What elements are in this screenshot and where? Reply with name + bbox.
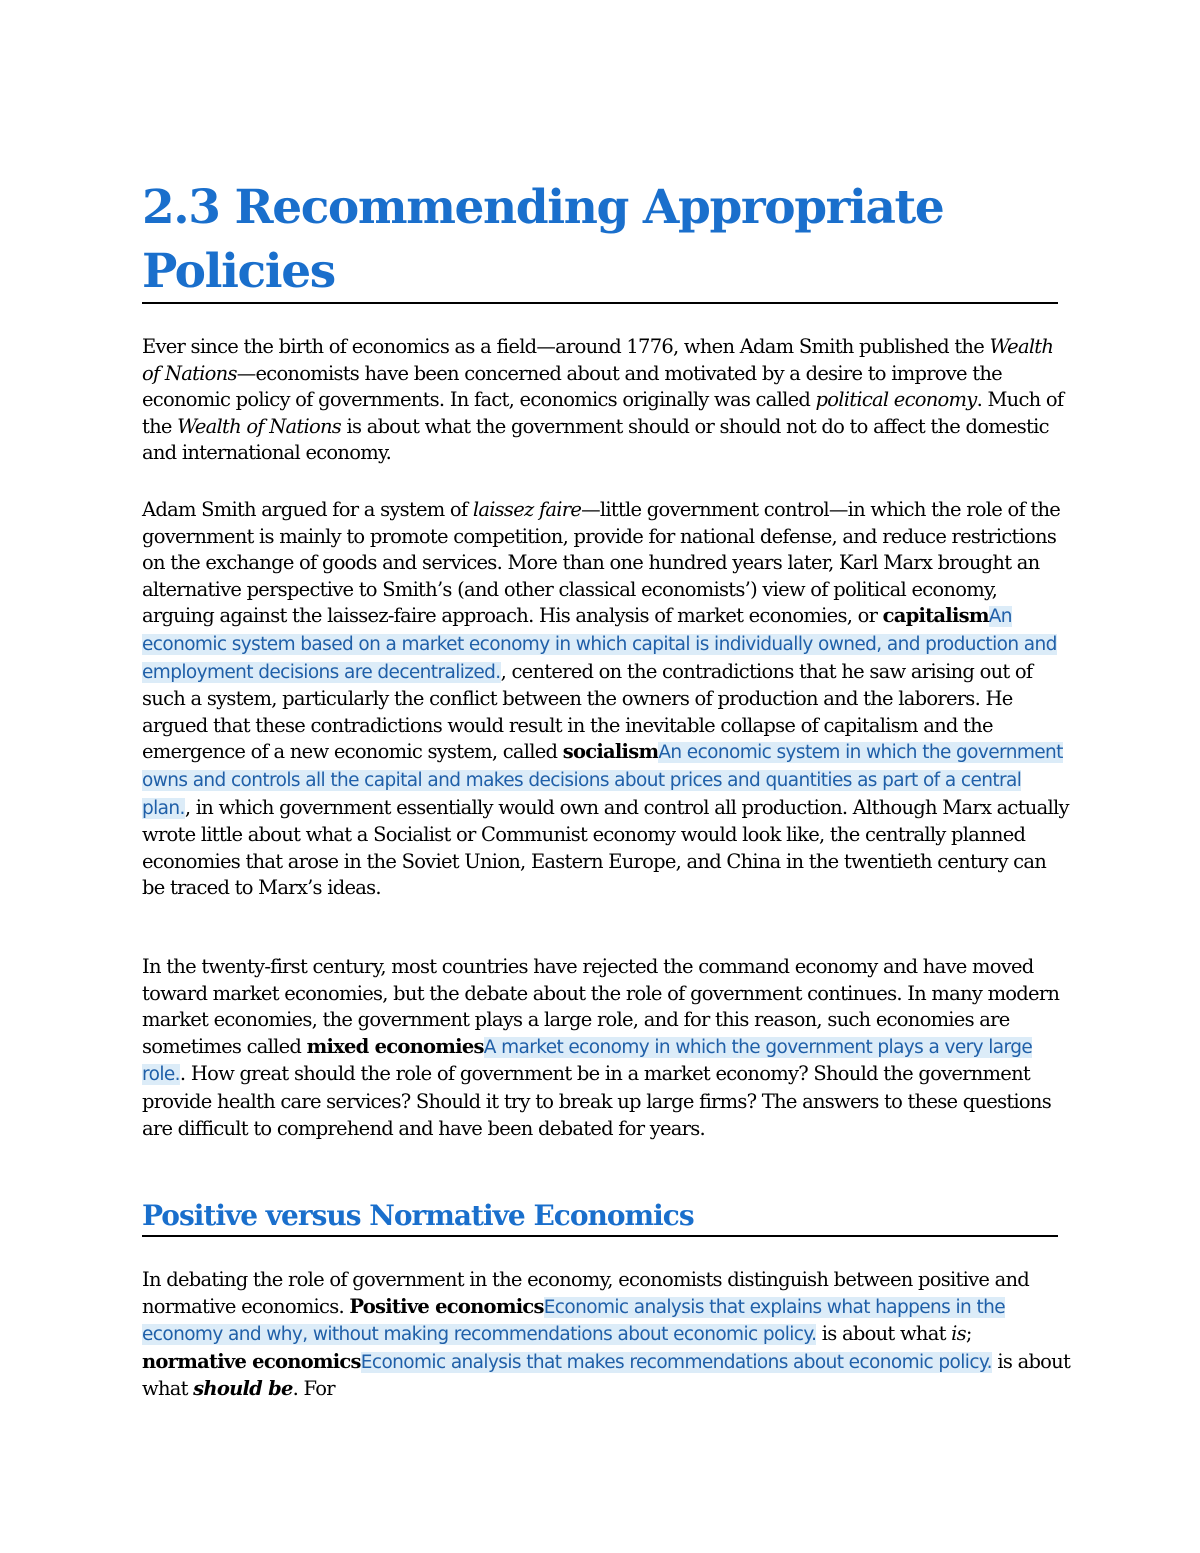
glossary-definition-normative-economics: Economic analysis that makes recommendations about economic policy. <box>360 1351 992 1373</box>
book-title-wealth-of-nations: Wealth of Nations <box>177 414 342 438</box>
glossary-definition-mixed-economies: A market economy in which the government plays a very large role. <box>142 1036 1033 1086</box>
text-run: . How great should the role of government be in a market economy? Should the government provide health care services? Should it try to break up large firms? The answers to these questions are difficult to comprehend and have been debated for years. <box>142 1062 1051 1140</box>
text-run: , in which government essentially would own and control all production. Although Marx actually wrote little about what a Socialist or Communist economy would look like, the centrally planned economies that arose in the Soviet Union, Eastern Europe, and China in the twentieth century can be traced to Marx’s ideas. <box>142 795 1069 900</box>
paragraph-smith-marx <box>142 497 1072 902</box>
text-run: In debating the role of government in the economy, economists distinguish between positive and normative economics. <box>142 1268 1029 1318</box>
text-run: is about what <box>816 1322 952 1346</box>
emphasis-should-be: should be <box>193 1377 293 1401</box>
text-run: ; <box>965 1322 972 1346</box>
page-title: 2.3 Recommending Appropriate Policies <box>142 180 944 299</box>
text-run: . Much of the <box>142 388 1064 438</box>
paragraph-intro <box>142 334 1072 467</box>
emphasis-is: is <box>951 1322 966 1346</box>
text-run: —little government control—in which the role of the government is mainly to promote competition, provide for national defense, and reduce restrictions on the exchange of goods and services. More than one hundred years later, Karl Marx brought an alternative perspective to Smith’s (and other classical economists’) view of political economy, arguing against the laissez-faire approach. His analysis of market economies, or <box>142 498 1061 628</box>
glossary-term-positive-economics[interactable]: Positive economics <box>349 1294 544 1318</box>
text-run: . For <box>292 1377 335 1401</box>
text-run: In the twenty-first century, most countries have rejected the command economy and have moved toward market economies, but the debate about the role of government continues. In many modern market economies, the government plays a large role, and for this reason, such economies are sometimes called <box>142 955 1060 1058</box>
glossary-definition-positive-economics: Economic analysis that explains what happens in the economy and why, without making recommendations about economic policy. <box>142 1296 1006 1346</box>
section-divider <box>142 1235 1058 1237</box>
glossary-definition-capitalism: An economic system based on a market economy in which capital is individually owned, and production and employment decisions are decentralized. <box>142 606 1057 683</box>
term-political-economy: political economy <box>815 388 977 412</box>
glossary-term-socialism[interactable]: socialism <box>562 740 659 764</box>
glossary-term-mixed-economies[interactable]: mixed economies <box>306 1034 484 1058</box>
paragraph-positive-normative <box>142 1267 1072 1403</box>
paragraph-mixed-economies <box>142 954 1072 1142</box>
text-run: is about what <box>142 1349 1071 1401</box>
glossary-term-normative-economics[interactable]: normative economics <box>142 1349 361 1373</box>
text-run: , centered on the contradictions that he saw arising out of such a system, particularly the conflict between the owners of production and the laborers. He argued that these contradictions would result in the inevitable collapse of capitalism and the emergence of a new economic system, called <box>142 659 1033 764</box>
glossary-term-capitalism[interactable]: capitalism <box>882 604 989 628</box>
text-run: is about what the government should or should not do to affect the domestic and international economy. <box>142 414 1049 465</box>
term-laissez-faire: laissez faire <box>472 498 582 521</box>
section-heading: Positive versus Normative Economics <box>142 1199 694 1232</box>
book-title-wealth-of-nations: Wealth of Nations <box>142 335 1054 385</box>
glossary-definition-socialism: An economic system in which the government owns and controls all the capital and makes decisions about prices and quantities as part of a central plan. <box>142 742 1063 819</box>
text-run: Adam Smith argued for a system of <box>142 498 473 521</box>
text-run: —economists have been concerned about and motivated by a desire to improve the economic policy of governments. In fact, economics originally was called <box>142 361 1002 412</box>
title-divider <box>142 302 1058 304</box>
text-run: Ever since the birth of economics as a field—around 1776, when Adam Smith published the <box>142 335 990 358</box>
